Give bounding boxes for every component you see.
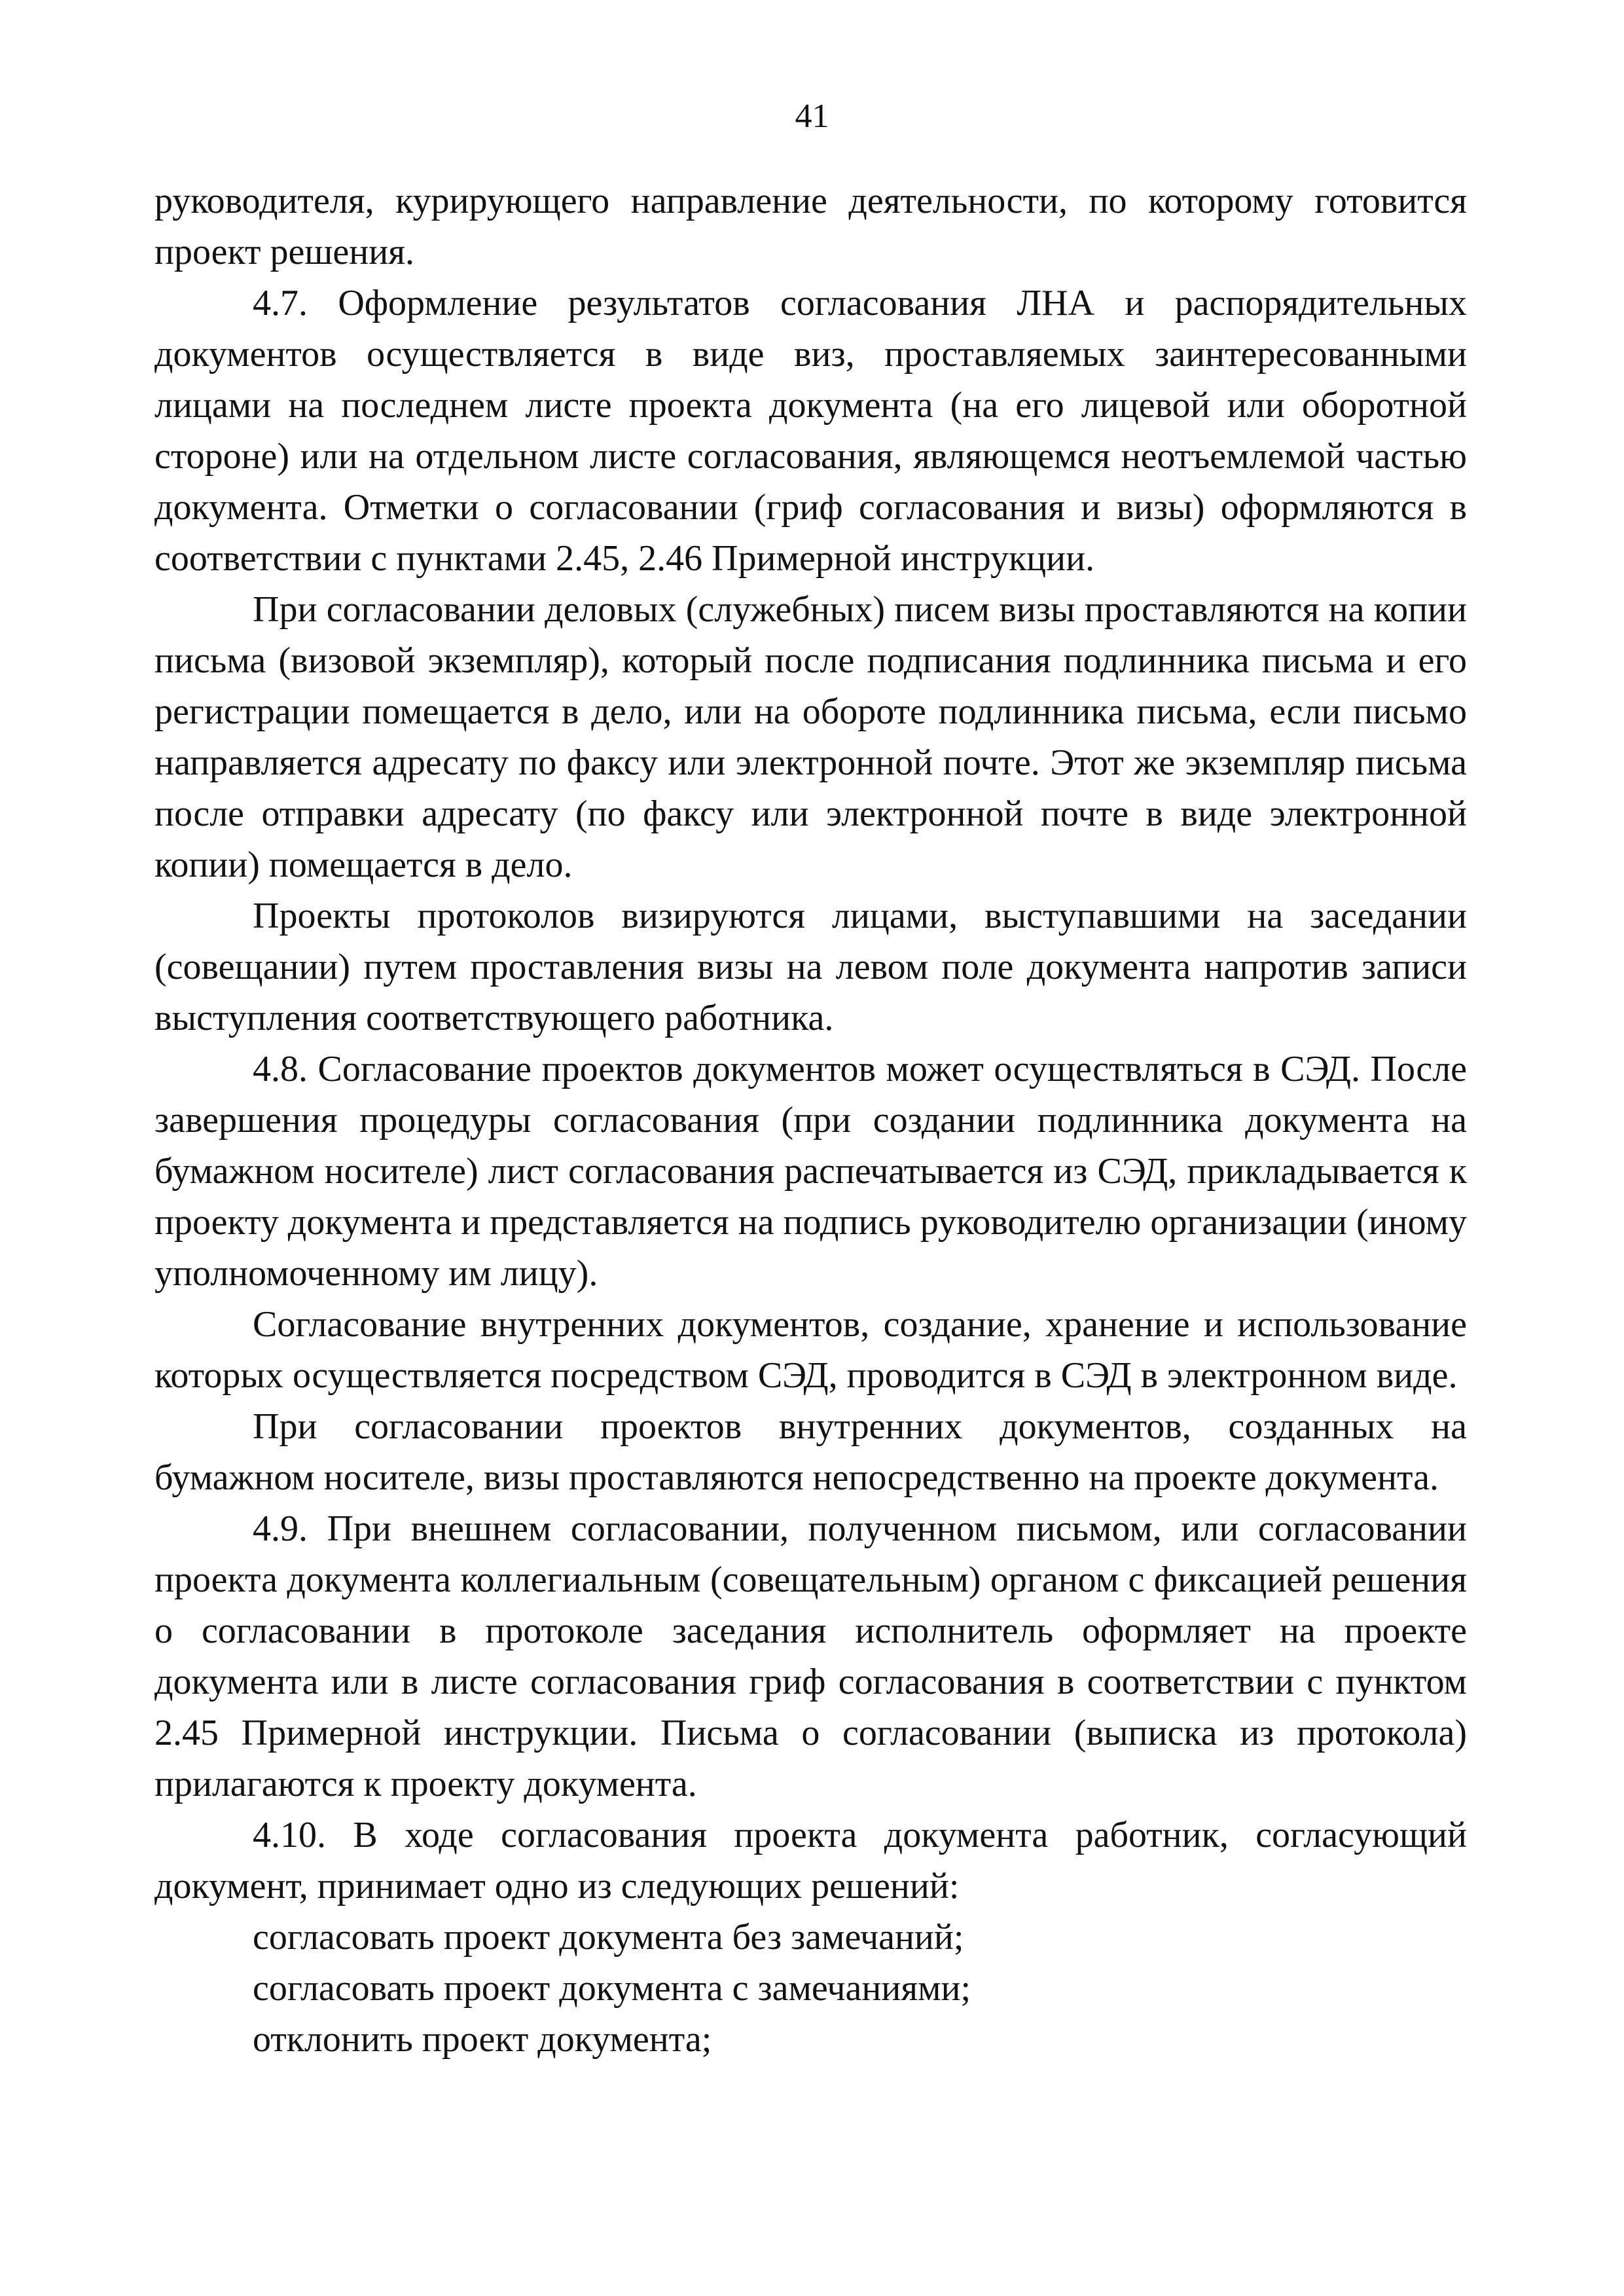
paragraph-internal-documents-sed: Согласование внутренних документов, создание, хранение и использование которых осуществляется посредством СЭД, проводится в СЭД в электронном виде. — [154, 1304, 1467, 1396]
document-body — [154, 175, 1467, 2065]
decision-option: согласовать проект документа без замечаний; — [253, 1917, 964, 1958]
paragraph-4-9: 4.9. При внешнем согласовании, полученном письмом, или согласовании проекта документа коллегиальным (совещательным) органом с фиксацией решения о согласовании в протоколе заседания исполнитель оформляет на проекте документа или в листе согласования гриф согласования в соответствии с пунктом 2.45 Примерной инструкции. Письма о согласовании (выписка из протокола) прилагаются к проекту документа. — [154, 1508, 1467, 1804]
paragraph-protocols: Проекты протоколов визируются лицами, выступавшими на заседании (совещании) путем проставления визы на левом поле документа напротив записи выступления соответствующего работника. — [154, 896, 1467, 1038]
decision-option: отклонить проект документа; — [253, 2019, 712, 2060]
paragraph-paper-documents: При согласовании проектов внутренних документов, созданных на бумажном носителе, визы проставляются непосредственно на проекте документа. — [154, 1406, 1467, 1498]
paragraph-business-letters: При согласовании деловых (служебных) писем визы проставляются на копии письма (визовой экземпляр), который после подписания подлинника письма и его регистрации помещается в дело, или на обороте подлинника письма, если письмо направляется адресату по факсу или электронной почте. Этот же экземпляр письма после отправки адресату (по факсу или электронной почте в виде электронной копии) помещается в дело. — [154, 589, 1467, 885]
page-number: 41 — [795, 98, 829, 135]
paragraph-4-8: 4.8. Согласование проектов документов может осуществляться в СЭД. После завершения процедуры согласования (при создании подлинника документа на бумажном носителе) лист согласования распечатывается из СЭД, прикладывается к проекту документа и представляется на подпись руководителю организации (иному уполномоченному им лицу). — [154, 1049, 1467, 1294]
paragraph-4-7: 4.7. Оформление результатов согласования ЛНА и распорядительных документов осуществляется в виде виз, проставляемых заинтересованными лицами на последнем листе проекта документа (на его лицевой или оборотной стороне) или на отдельном листе согласования, являющемся неотъемлемой частью документа. Отметки о согласовании (гриф согласования и визы) оформляются в соответствии с пунктами 2.45, 2.46 Примерной инструкции. — [154, 283, 1467, 579]
decision-option: согласовать проект документа с замечаниями; — [253, 1968, 971, 2009]
paragraph-4-10: 4.10. В ходе согласования проекта документа работник, согласующий документ, принимает одно из следующих решений: — [154, 1815, 1467, 1906]
paragraph-continuation: руководителя, курирующего направление деятельности, по которому готовится проект решения. — [154, 181, 1467, 272]
